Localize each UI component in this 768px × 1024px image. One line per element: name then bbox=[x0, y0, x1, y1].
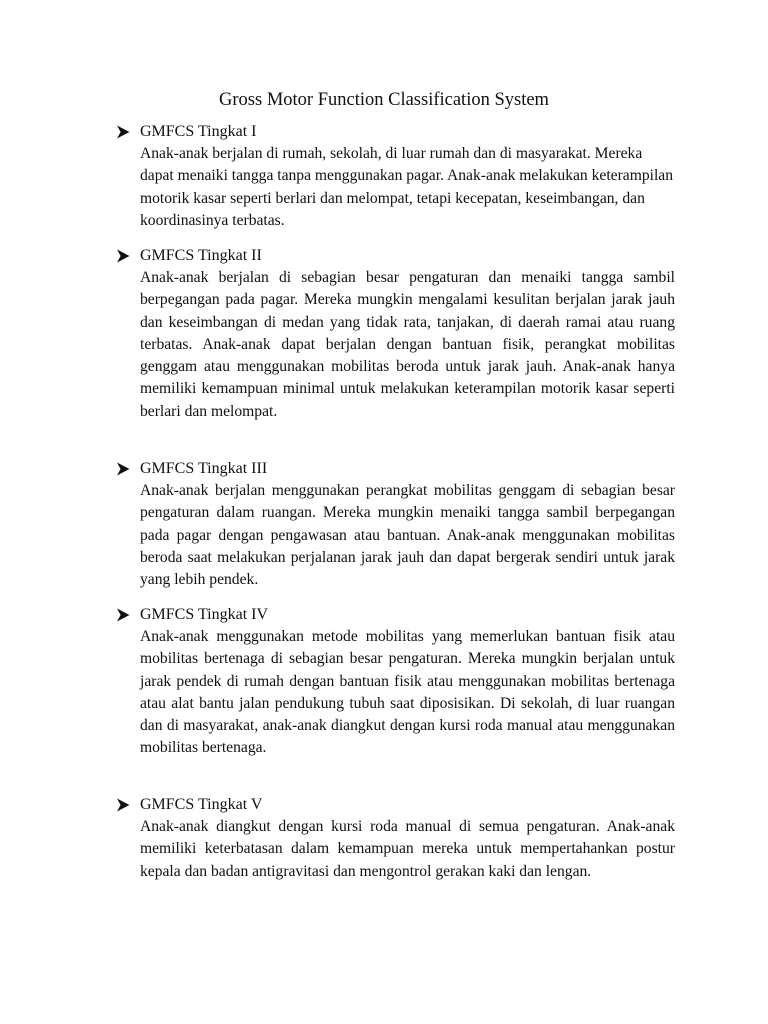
section-heading: GMFCS Tingkat I bbox=[140, 123, 257, 140]
section-level-4 bbox=[115, 604, 675, 760]
section-level-5 bbox=[115, 794, 675, 883]
section-level-1 bbox=[115, 121, 675, 232]
section-header bbox=[115, 245, 675, 267]
section-heading: GMFCS Tingkat V bbox=[140, 796, 263, 813]
section-body: Anak-anak berjalan menggunakan perangkat mobilitas genggam di sebagian besar pengaturan dalam ruangan. Mereka mungkin menaiki tangga sambil berpegangan pada pagar dengan pengawasan atau bantuan. Anak-anak menggunakan mobilitas beroda saat melakukan perjalanan jarak jauh dan dapat bergerak sendiri untuk jarak yang lebih pendek. bbox=[140, 482, 675, 589]
section-heading: GMFCS Tingkat III bbox=[140, 460, 268, 477]
arrowhead-bullet-icon bbox=[115, 461, 131, 477]
section-heading: GMFCS Tingkat IV bbox=[140, 606, 269, 623]
section-header bbox=[115, 458, 675, 480]
section-level-2 bbox=[115, 245, 675, 423]
arrowhead-bullet-icon bbox=[115, 124, 131, 140]
arrowhead-bullet-icon bbox=[115, 797, 131, 813]
section-body: Anak-anak menggunakan metode mobilitas yang memerlukan bantuan fisik atau mobilitas bertenaga di sebagian besar pengaturan. Mereka mungkin berjalan untuk jarak pendek di rumah dengan bantuan fisik atau menggunakan mobilitas bertenaga atau alat bantu jalan pendukung tubuh saat diposisikan. Di sekolah, di luar ruangan dan di masyarakat, anak-anak diangkut dengan kursi roda manual atau menggunakan mobilitas bertenaga. bbox=[140, 628, 675, 757]
section-header bbox=[115, 604, 675, 626]
arrowhead-bullet-icon bbox=[115, 248, 131, 264]
section-body: Anak-anak diangkut dengan kursi roda manual di semua pengaturan. Anak-anak memiliki keterbatasan dalam kemampuan mereka untuk mempertahankan postur kepala dan badan antigravitasi dan mengontrol gerakan kaki dan lengan. bbox=[140, 818, 675, 880]
document-title: Gross Motor Function Classification System bbox=[219, 90, 549, 110]
section-heading: GMFCS Tingkat II bbox=[140, 247, 262, 264]
section-header bbox=[115, 121, 675, 143]
section-body: Anak-anak berjalan di sebagian besar pengaturan dan menaiki tangga sambil berpegangan pada pagar. Mereka mungkin mengalami kesulitan berjalan jarak jauh dan keseimbangan di medan yang tidak rata, tanjakan, di daerah ramai atau ruang terbatas. Anak-anak dapat berjalan dengan bantuan fisik, perangkat mobilitas genggam atau menggunakan mobilitas beroda untuk jarak jauh. Anak-anak hanya memiliki kemampuan minimal untuk melakukan keterampilan motorik kasar seperti berlari dan melompat. bbox=[140, 269, 675, 420]
section-body: Anak-anak berjalan di rumah, sekolah, di luar rumah dan di masyarakat. Mereka dapat menaiki tangga tanpa menggunakan pagar. Anak-anak melakukan keterampilan motorik kasar seperti berlari dan melompat, tetapi kecepatan, keseimbangan, dan koordinasinya terbatas. bbox=[140, 145, 674, 229]
section-header bbox=[115, 794, 675, 816]
arrowhead-bullet-icon bbox=[115, 607, 131, 623]
section-level-3 bbox=[115, 458, 675, 591]
